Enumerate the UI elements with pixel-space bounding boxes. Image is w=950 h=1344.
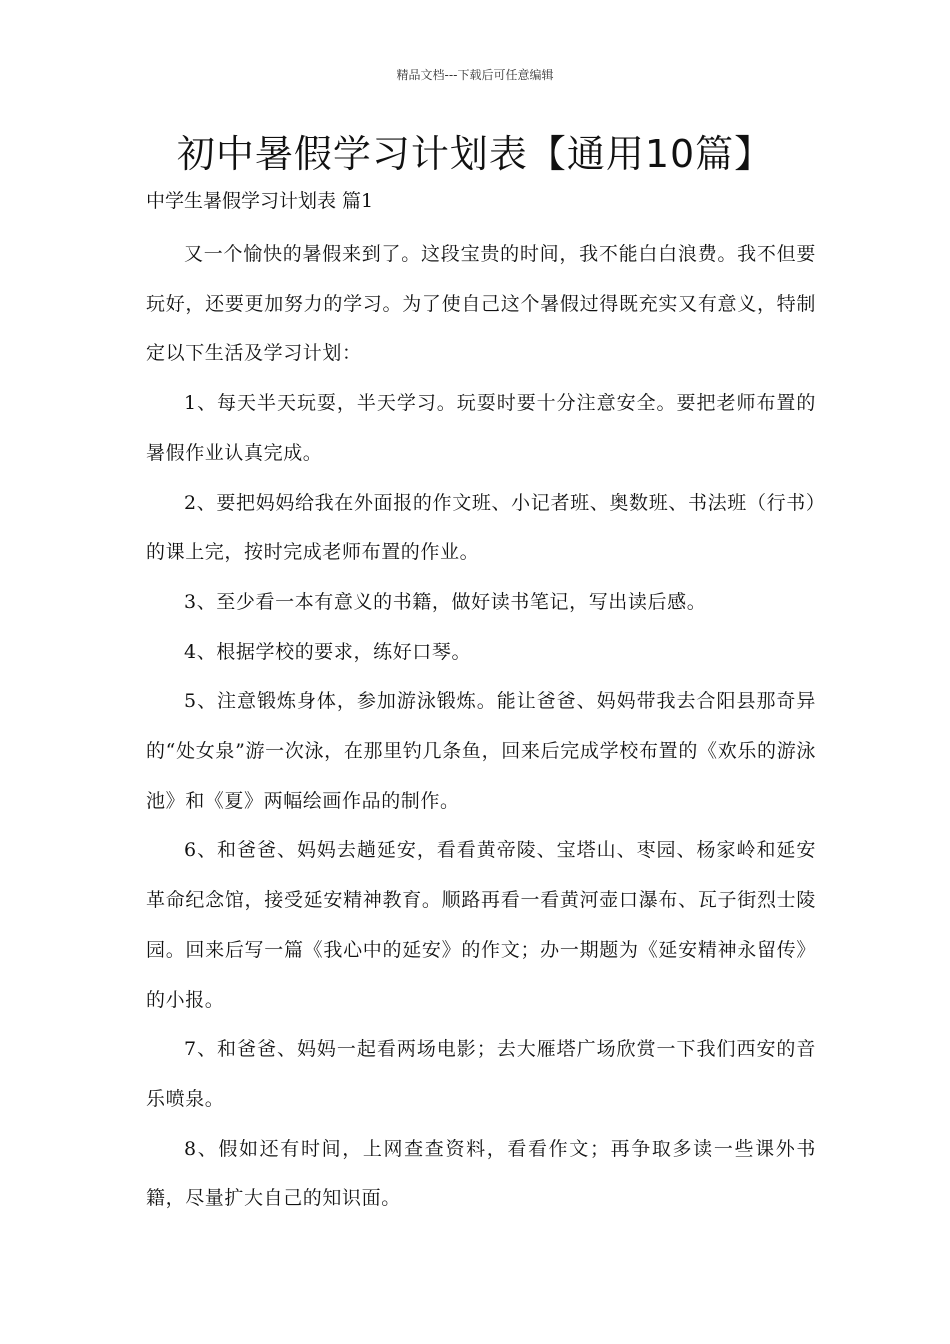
document-title: 初中暑假学习计划表【通用10篇】 bbox=[176, 132, 774, 176]
document-body bbox=[146, 230, 816, 1224]
header-note: 精品文档---下载后可任意编辑 bbox=[396, 68, 554, 82]
paragraph-item-1: 1、每天半天玩耍，半天学习。玩耍时要十分注意安全。要把老师布置的暑假作业认真完成。 bbox=[146, 392, 816, 464]
paragraph-item-8: 8、假如还有时间，上网查查资料，看看作文；再争取多读一些课外书籍，尽量扩大自己的知识面。 bbox=[146, 1137, 816, 1210]
paragraph-item-4: 4、根据学校的要求，练好口琴。 bbox=[184, 640, 472, 663]
paragraph-item-6: 6、和爸爸、妈妈去趟延安，看看黄帝陵、宝塔山、枣园、杨家岭和延安革命纪念馆，接受延安精神教育。顺路再看一看黄河壶口瀑布、瓦子街烈士陵园。回来后写一篇《我心中的延安》的作文；办一期题为《延安精神永留传》的小报。 bbox=[146, 839, 816, 1011]
paragraph-item-7: 7、和爸爸、妈妈一起看两场电影；去大雁塔广场欣赏一下我们西安的音乐喷泉。 bbox=[146, 1038, 816, 1110]
section-subtitle: 中学生暑假学习计划表 篇1 bbox=[146, 190, 374, 212]
paragraph-item-5: 5、注意锻炼身体，参加游泳锻炼。能让爸爸、妈妈带我去合阳县那奇异的“处女泉”游一次泳，在那里钓几条鱼，回来后完成学校布置的《欢乐的游泳池》和《夏》两幅绘画作品的制作。 bbox=[146, 690, 816, 812]
paragraph-item-3: 3、至少看一本有意义的书籍，做好读书笔记，写出读后感。 bbox=[184, 590, 707, 613]
paragraph-intro: 又一个愉快的暑假来到了。这段宝贵的时间，我不能白白浪费。我不但要玩好，还要更加努力的学习。为了使自己这个暑假过得既充实又有意义，特制定以下生活及学习计划： bbox=[146, 243, 816, 365]
paragraph-item-2: 2、要把妈妈给我在外面报的作文班、小记者班、奥数班、书法班（行书）的课上完，按时完成老师布置的作业。 bbox=[146, 491, 816, 564]
